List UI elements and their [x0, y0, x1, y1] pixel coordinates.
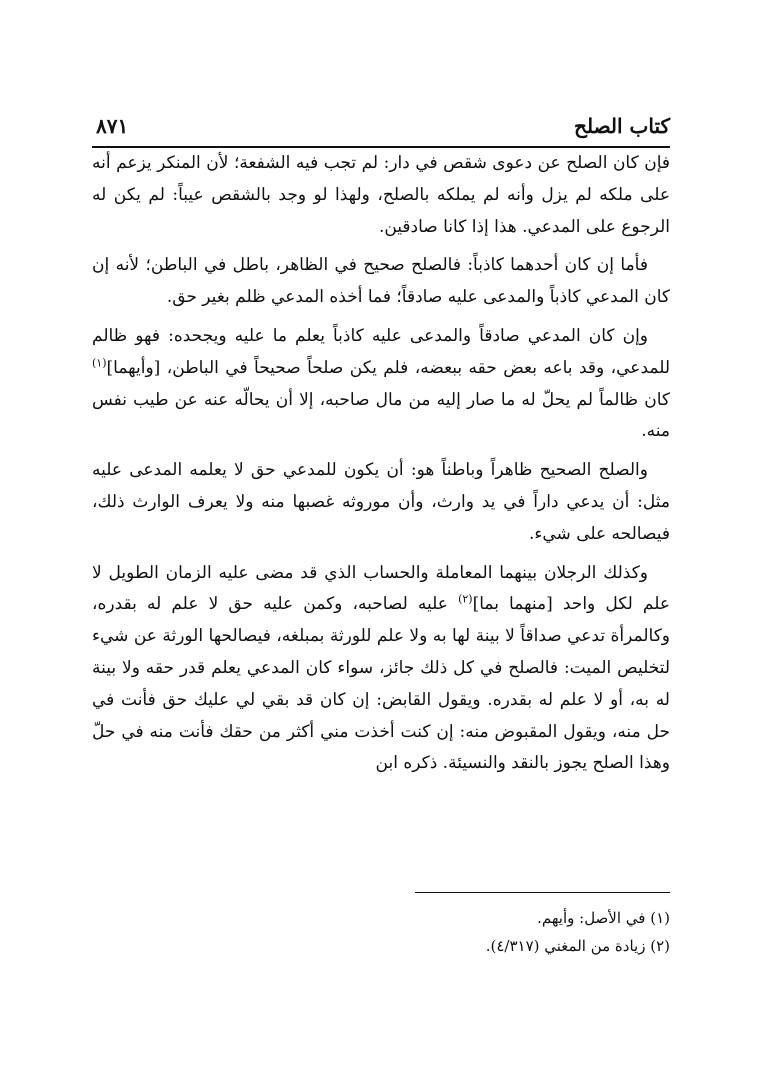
- footnote-1: (١) في الأصل: وأيهم.: [537, 909, 670, 927]
- book-page: [92, 108, 670, 988]
- paragraph-3-part-b: كان ظالماً لم يحلّ له ما صار إليه من مال صاحبه، إلا أن يحالّه عنه عن طيب نفس منه.: [92, 389, 670, 442]
- running-header: [92, 108, 670, 144]
- main-text: [92, 148, 670, 787]
- paragraph-5: [92, 558, 670, 781]
- chapter-title: كتاب الصلح: [574, 114, 670, 138]
- footnotes: [92, 904, 670, 960]
- paragraph-4: والصلح الصحيح ظاهراً وباطناً هو: أن يكون للمدعي حق لا يعلمه المدعى عليه مثل: أن يدعي داراً في يد وارث، وأن موروثه غصبها منه ولا يعرف الوارث ذلك، فيصالحه على شيء.: [92, 460, 670, 544]
- footnote-ref-2: (٢): [458, 592, 473, 606]
- footnote-ref-1: (١): [92, 356, 107, 370]
- footnote-separator: [415, 892, 670, 893]
- paragraph-5-part-b: عليه لصاحبه، وكمن عليه حق لا علم له بقدره، وكالمرأة تدعي صداقاً لا بينة لها به ولا علم للورثة بمبلغه، فيصالحها الورثة عن شيء لتخليص الميت: فالصلح في كل ذلك جائز، سواء كان المدعي يعلم قدر حقه ولا بينة له به، أو لا علم له بقدره. ويقول القابض: إن كان قد بقي لي عليك حق فأنت في حل منه، ويقول المقبوض منه: إن كنت أخذت مني أكثر من حقك فأنت منه في حلّ وهذا الصلح يجوز بالنقد والنسيئة. ذكره ابن: [92, 594, 670, 774]
- page-number: ٨٧١: [96, 114, 129, 138]
- paragraph-3-part-a: وإن كان المدعي صادقاً والمدعى عليه كاذباً يعلم ما عليه ويجحده: فهو ظالم للمدعي، وقد باعه بعض حقه ببعضه، فلم يكن صلحاً صحيحاً في الباطن، [وأيهما]: [92, 325, 670, 378]
- paragraph-2: فأما إن كان أحدهما كاذباً: فالصلح صحيح في الظاهر، باطل في الباطن؛ لأنه إن كان المدعي كاذباً والمدعى عليه صادقاً؛ فما أخذه المدعي ظلم بغير حق.: [92, 255, 670, 308]
- paragraph-3: [92, 321, 670, 448]
- paragraph-1: فإن كان الصلح عن دعوى شقص في دار: لم تجب فيه الشفعة؛ لأن المنكر يزعم أنه على ملكه لم يزل وأنه لم يملكه بالصلح، ولهذا لو وجد بالشقص عيباً: لم يكن له الرجوع على المدعي. هذا إذا كانا صادقين.: [92, 153, 671, 237]
- footnote-2: (٢) زيادة من المغني (٤/٣١٧).: [485, 937, 670, 955]
- paragraph-5-part-a: وكذلك الرجلان بينهما المعاملة والحساب الذي قد مضى عليه الزمان الطويل لا علم لكل واحد [منهما بما]: [92, 562, 670, 615]
